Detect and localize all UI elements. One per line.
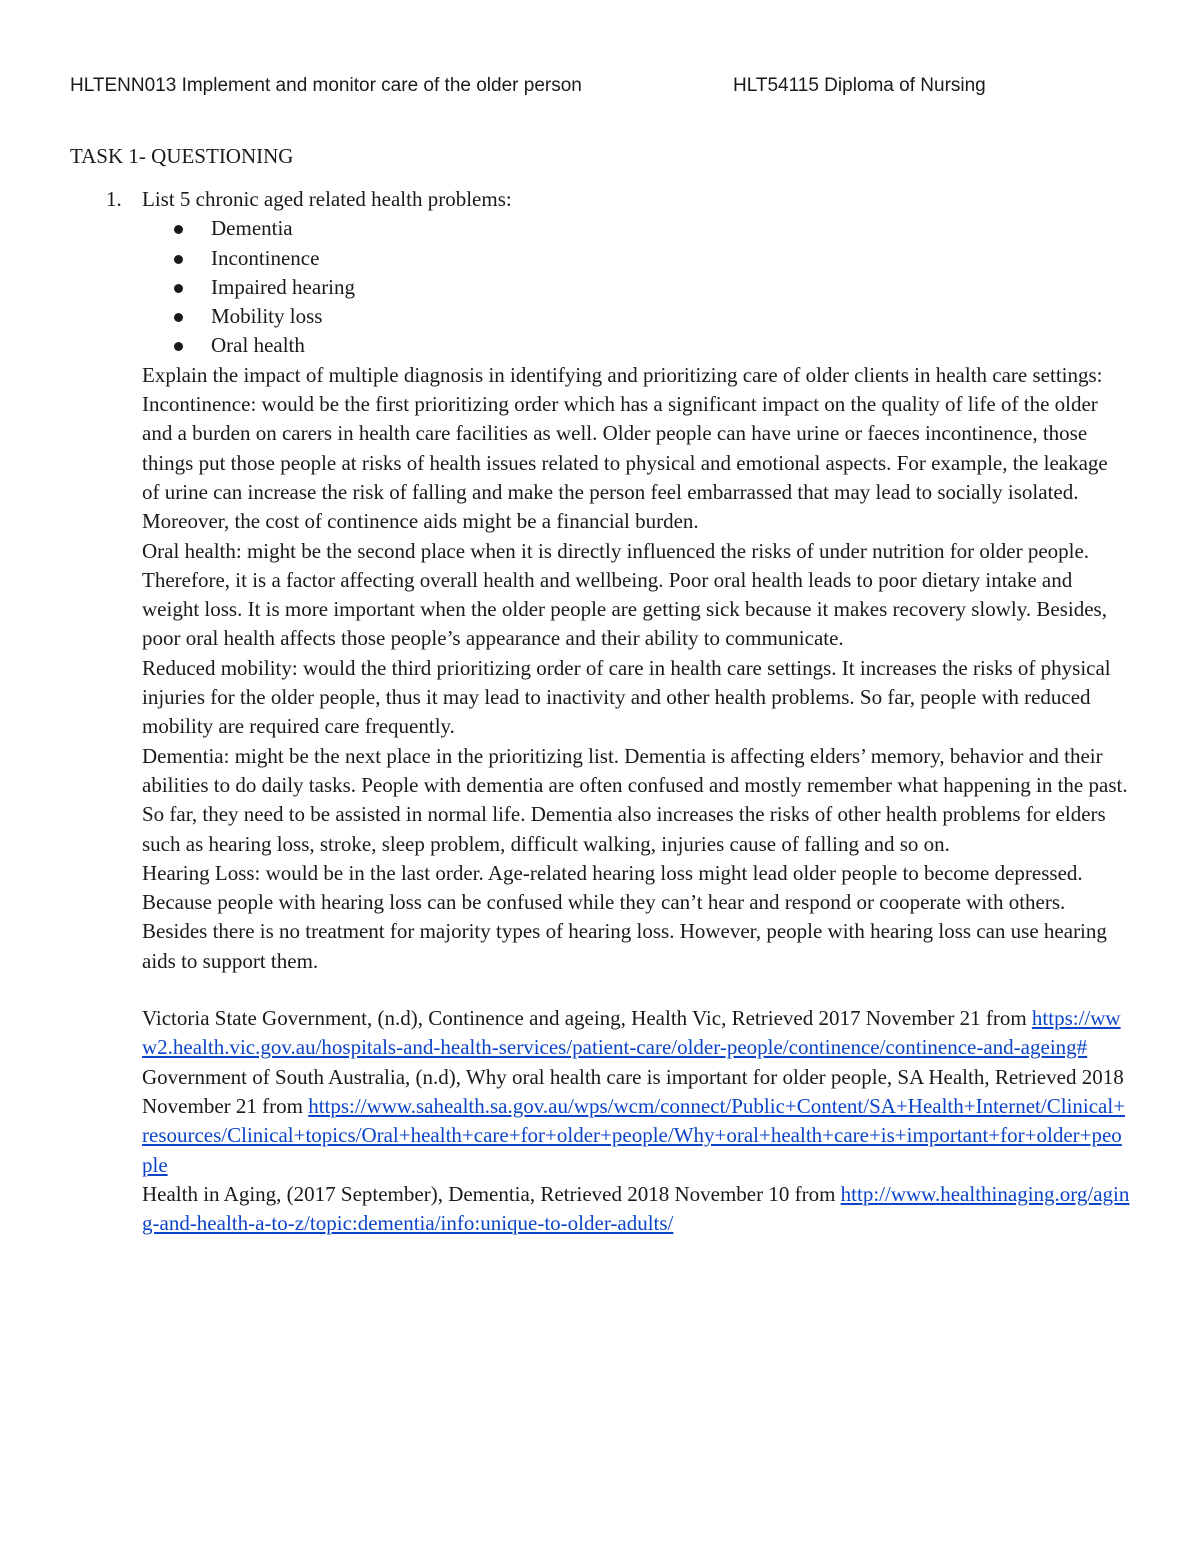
- bullet-icon: [174, 313, 183, 322]
- header-course: HLT54115 Diploma of Nursing: [733, 75, 986, 96]
- list-item: Dementia: [211, 214, 1130, 243]
- list-item: Mobility loss: [211, 302, 1130, 331]
- reference-1-link[interactable]: https://www2.health.vic.gov.au/hospitals-and-health-services/patient-care/older-people/continence/continence-and-ageing#: [142, 1006, 1121, 1060]
- header-unit: HLTENN013 Implement and monitor care of the older person: [70, 75, 582, 96]
- question-prompt: Explain the impact of multiple diagnosis in identifying and prioritizing care of older clients in health care settings:: [142, 362, 1103, 387]
- health-problems-list: [70, 214, 1130, 360]
- answer-incontinence: Incontinence: would be the first prioritizing order which has a significant impact on the quality of life of the older and a burden on carers in health care facilities as well. Older people can have urine or faeces incontinence, those things put those people at risks of health issues related to physical and emotional aspects. For example, the leakage of urine can increase the risk of falling and make the person feel embarrassed that may lead to socially isolated. Moreover, the cost of continence aids might be a financial burden.: [142, 392, 1108, 534]
- question-text: List 5 chronic aged related health problems:: [142, 187, 512, 211]
- list-item: Oral health: [211, 331, 1130, 360]
- task-title: TASK 1- QUESTIONING: [70, 144, 294, 168]
- list-item: Incontinence: [211, 244, 1130, 273]
- answer-hearing-loss: Hearing Loss: would be in the last order. Age-related hearing loss might lead older people to become depressed. Because people with hearing loss can be confused while they can’t hear and respond or cooperate with others. Besides there is no treatment for majority types of hearing loss. However, people with hearing loss can use hearing aids to support them.: [142, 860, 1107, 973]
- bullet-icon: [174, 342, 183, 351]
- reference-3: Health in Aging, (2017 September), Dementia, Retrieved 2018 November 10 from http://www.healthinaging.org/aging-and-health-a-to-z/topic:dementia/info:unique-to-older-adults/: [142, 1181, 1130, 1236]
- answer-section: [142, 361, 1130, 1239]
- list-item: Impaired hearing: [211, 273, 1130, 302]
- reference-1: Victoria State Government, (n.d), Continence and ageing, Health Vic, Retrieved 2017 November 21 from https://www2.health.vic.gov.au/hospitals-and-health-services/patient-care/older-people/continence/continence-and-ageing#: [142, 1006, 1121, 1060]
- question-number: 1.: [106, 187, 122, 211]
- document-body: [70, 142, 1130, 1238]
- answer-oral-health: Oral health: might be the second place when it is directly influenced the risks of under nutrition for older people. Therefore, it is a factor affecting overall health and wellbeing. Poor oral health leads to poor dietary intake and weight loss. It is more important when the older people are getting sick because it makes recovery slowly. Besides, poor oral health affects those people’s appearance and their ability to communicate.: [142, 538, 1107, 651]
- bullet-icon: [174, 225, 183, 234]
- bullet-icon: [174, 255, 183, 264]
- bullet-icon: [174, 284, 183, 293]
- reference-2-link[interactable]: https://www.sahealth.sa.gov.au/wps/wcm/connect/Public+Content/SA+Health+Internet/Clinical+resources/Clinical+topics/Oral+health+care+for+older+people/Why+oral+health+care+is+important+for+older+people: [142, 1093, 1126, 1177]
- reference-2: Government of South Australia, (n.d), Why oral health care is important for older people, SA Health, Retrieved 2018 November 21 from https://www.sahealth.sa.gov.au/wps/wcm/connect/Public+Content/SA+Health+Internet/Clinical+resources/Clinical+topics/Oral+health+care+for+older+people/Why+oral+health+care+is+important+for+older+people: [142, 1064, 1126, 1177]
- answer-dementia: Dementia: might be the next place in the prioritizing list. Dementia is affecting elders’ memory, behavior and their abilities to do daily tasks. People with dementia are often confused and mostly remember what happening in the past. So far, they need to be assisted in normal life. Dementia also increases the risks of other health problems for elders such as hearing loss, stroke, sleep problem, difficult walking, injuries cause of falling and so on.: [142, 743, 1128, 856]
- question-1: [70, 185, 1130, 214]
- reference-3-link[interactable]: http://www.healthinaging.org/aging-and-health-a-to-z/topic:dementia/info:unique-to-older-adults/: [142, 1181, 1130, 1236]
- answer-reduced-mobility: Reduced mobility: would the third prioritizing order of care in health care settings. It increases the risks of physical injuries for the older people, thus it may lead to inactivity and other health problems. So far, people with reduced mobility are required care frequently.: [142, 655, 1111, 739]
- spacer: [142, 976, 1130, 1004]
